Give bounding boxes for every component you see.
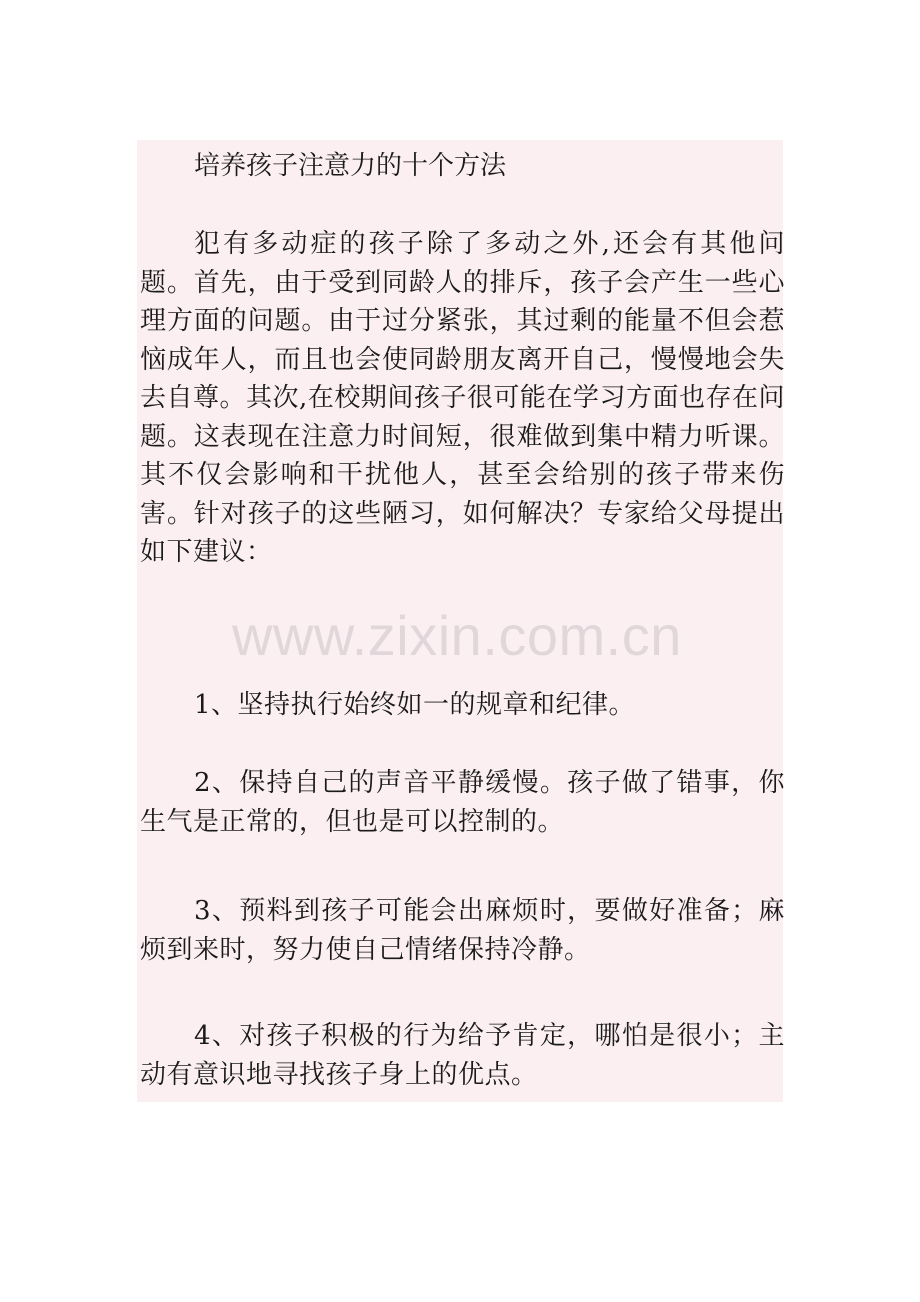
list-item-2: 2、保持自己的声音平静缓慢。孩子做了错事，你生气是正常的，但也是可以控制的。	[140, 768, 785, 837]
watermark: www.zixin.com.cn	[232, 604, 682, 667]
document-title: 培养孩子注意力的十个方法	[194, 151, 507, 181]
list-item-4: 4、对孩子积极的行为给予肯定，哪怕是很小；主动有意识地寻找孩子身上的优点。	[140, 1021, 785, 1090]
intro-paragraph: 犯有多动症的孩子除了多动之外,还会有其他问题。首先，由于受到同龄人的排斥，孩子会产生一些心理方面的问题。由于过分紧张，其过剩的能量不但会惹恼成年人，而且也会使同龄朋友离开自己，慢慢地会失去自尊。其次,在校期间孩子很可能在学习方面也存在问题。这表现在注意力时间短，很难做到集中精力听课。其不仅会影响和干扰他人，甚至会给别的孩子带来伤害。针对孩子的这些陋习，如何解决？专家给父母提出如下建议：	[140, 229, 785, 567]
list-item-3: 3、预料到孩子可能会出麻烦时，要做好准备；麻烦到来时，努力使自己情绪保持冷静。	[140, 896, 785, 965]
list-item-1: 1、坚持执行始终如一的规章和纪律。	[194, 690, 636, 720]
